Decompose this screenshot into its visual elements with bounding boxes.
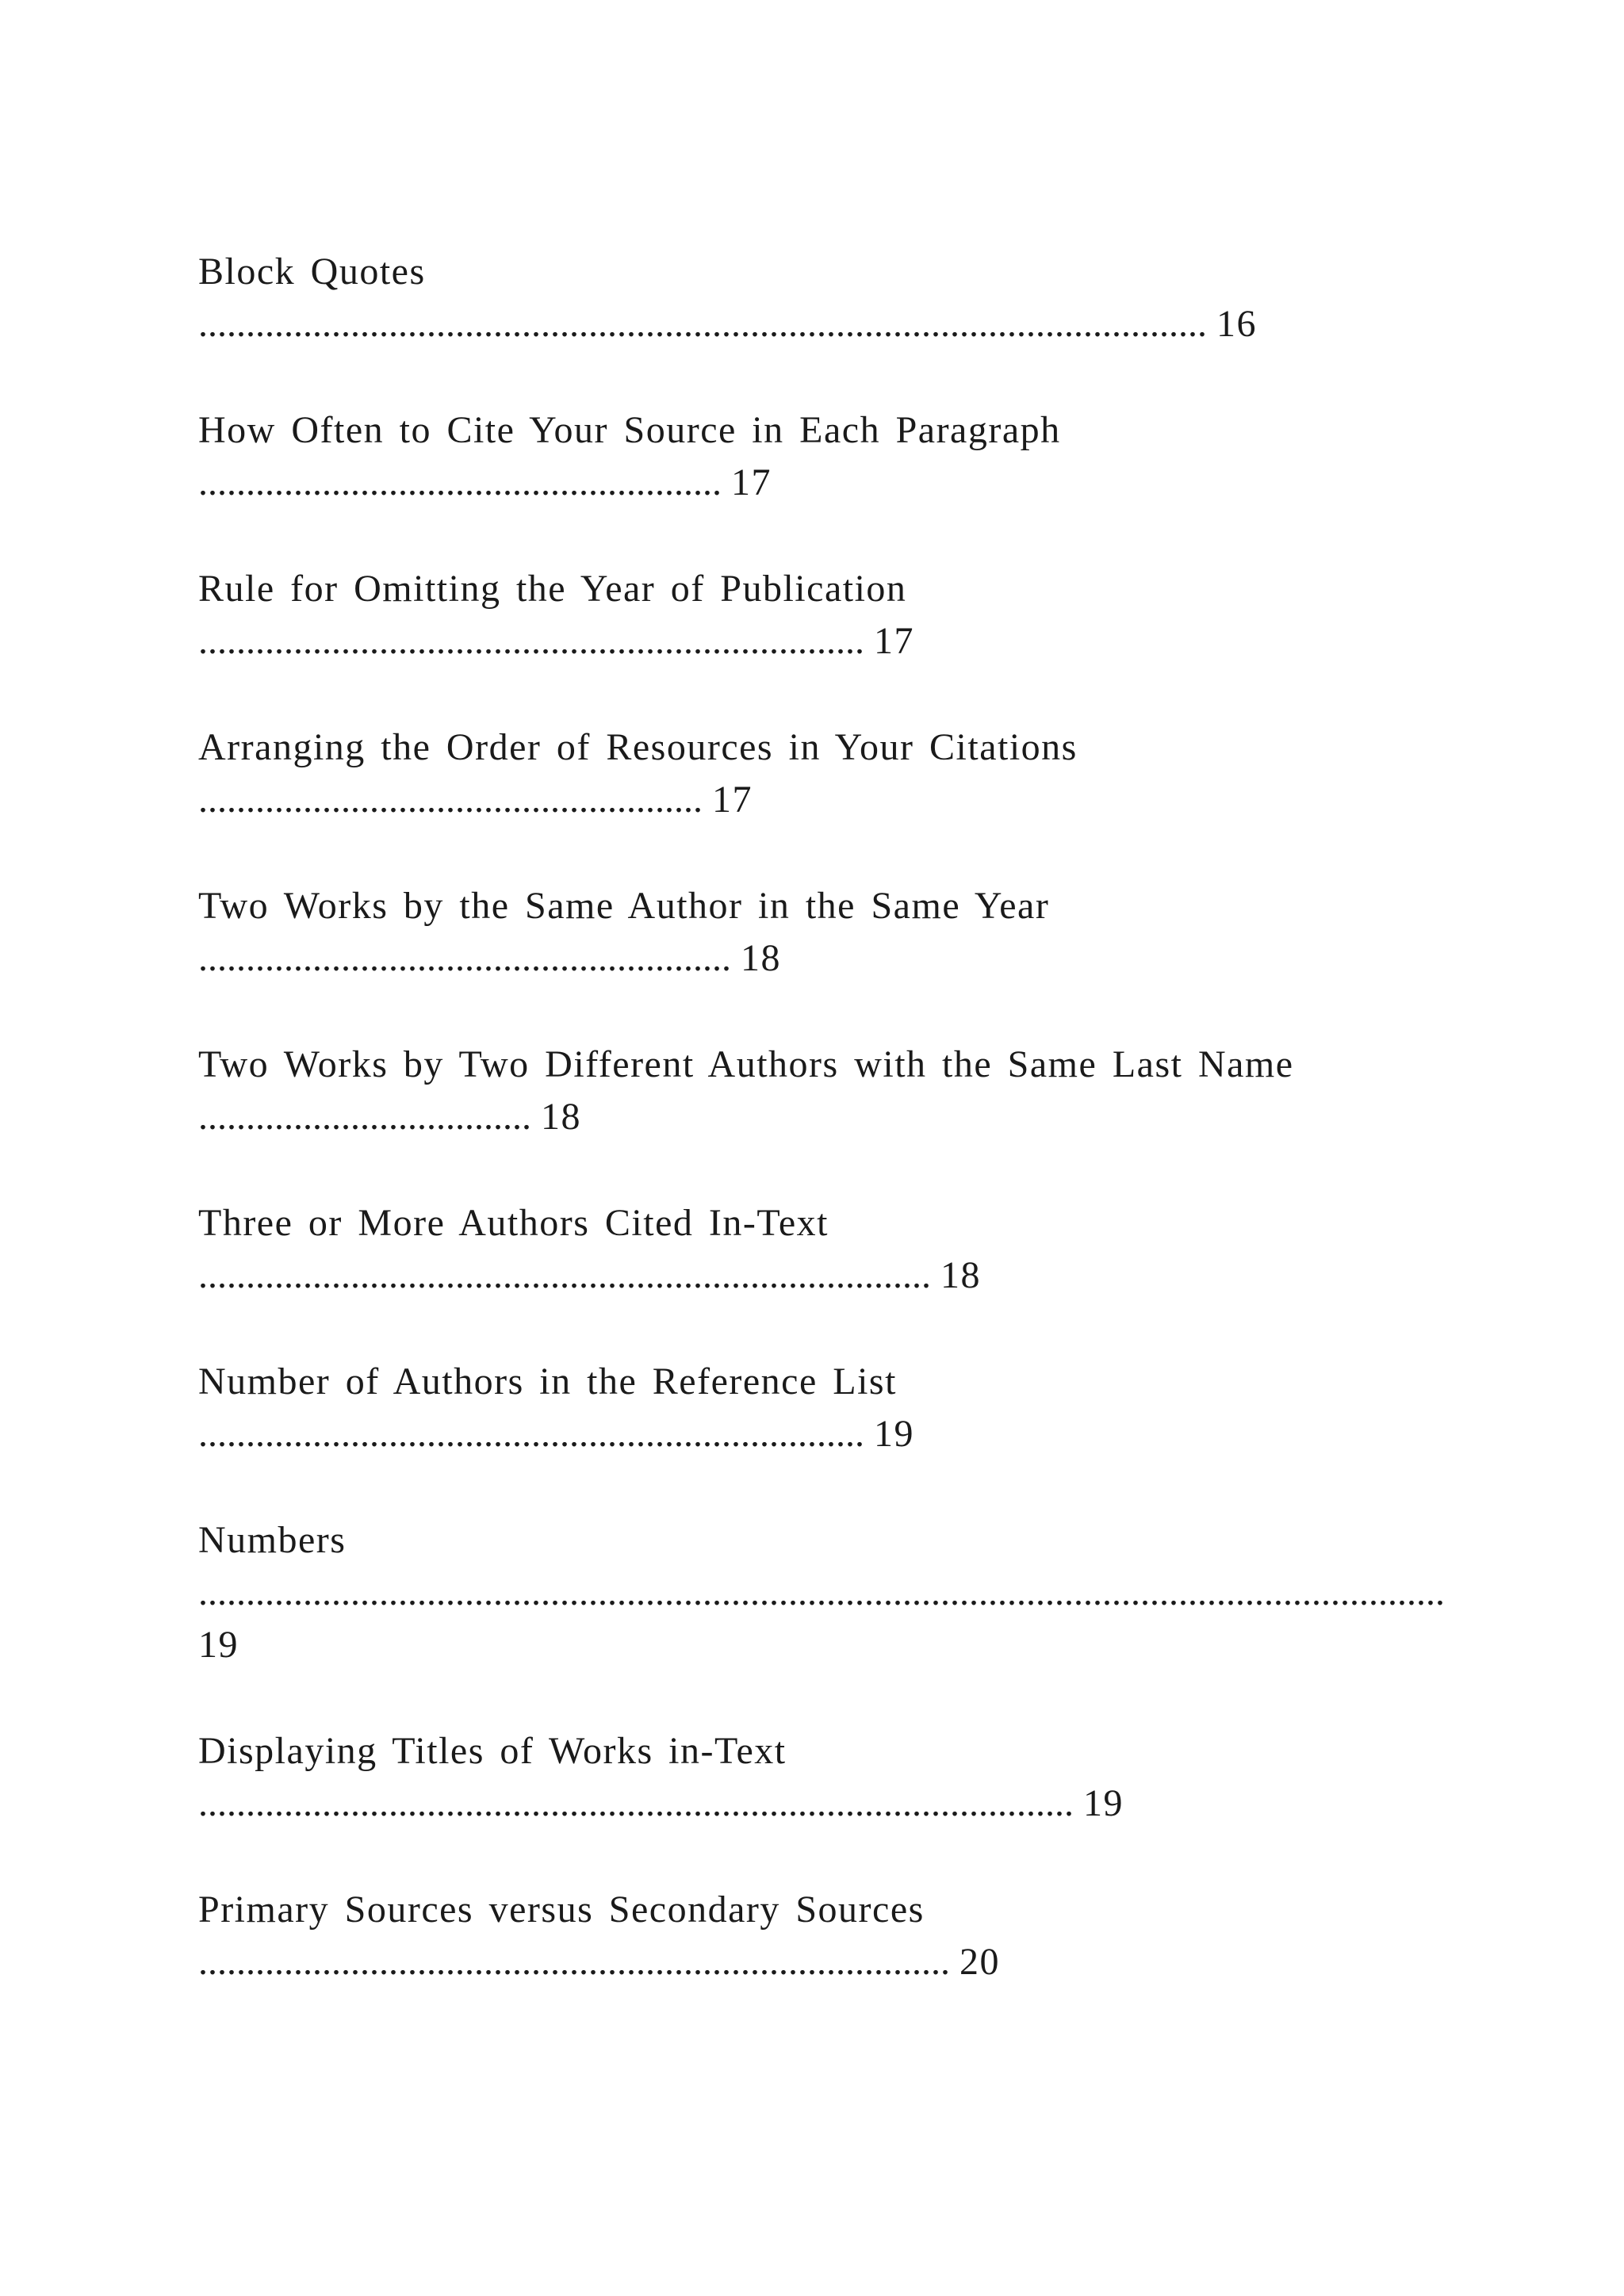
toc-entry-page-number: 18 <box>541 1096 581 1138</box>
leader-dots: .......................................................................................................... <box>198 303 1207 345</box>
toc-entry-title: Three or More Authors Cited In-Text <box>198 1202 829 1244</box>
toc-entry-page-number: 20 <box>959 1941 1000 1983</box>
toc-entry-arranging-order[interactable] <box>198 721 1435 826</box>
toc-entry-page-number: 19 <box>1083 1782 1124 1824</box>
toc-entry-page-number: 18 <box>940 1254 981 1296</box>
toc-entry-title: Numbers <box>198 1519 347 1561</box>
toc-entry-page-number: 16 <box>1216 303 1257 345</box>
toc-entry-three-or-more-authors[interactable] <box>198 1197 1435 1302</box>
toc-entry-leader <box>198 457 1435 509</box>
leader-dots: ............................................................................................ <box>198 1782 1074 1824</box>
toc-entry-page-number: 19 <box>874 1413 914 1455</box>
leader-dots: ............................................................................... <box>198 1941 950 1983</box>
toc-entry-title: Two Works by the Same Author in the Same Year <box>198 885 1050 927</box>
leader-dots: ............................................................................. <box>198 1254 931 1296</box>
toc-entry-cite-frequency[interactable] <box>198 404 1435 509</box>
toc-entry-primary-secondary-sources[interactable] <box>198 1884 1435 1988</box>
leader-dots: ...................................................................... <box>198 1413 864 1455</box>
toc-entry-page-number: 17 <box>731 461 772 503</box>
table-of-contents <box>198 246 1445 2042</box>
toc-entry-leader <box>198 615 1435 668</box>
leader-dots: ...................................................................... <box>198 620 864 662</box>
leader-dots: ................................... <box>198 1096 531 1138</box>
toc-entry-title: Primary Sources versus Secondary Sources <box>198 1888 925 1931</box>
leader-dots: ................................................................................................................................... <box>198 1571 1445 1613</box>
toc-entry-leader <box>198 1777 1435 1830</box>
toc-entry-title: Number of Authors in the Reference List <box>198 1360 897 1402</box>
toc-entry-leader <box>198 1936 1435 1988</box>
toc-entry-leader <box>198 1408 1435 1460</box>
toc-entry-title: Rule for Omitting the Year of Publication <box>198 568 907 610</box>
toc-entry-title: How Often to Cite Your Source in Each Paragraph <box>198 409 1061 451</box>
toc-entry-page-number: 19 <box>198 1624 239 1666</box>
toc-entry-omitting-year[interactable] <box>198 563 1435 668</box>
leader-dots: ....................................................... <box>198 461 722 503</box>
leader-dots: ........................................................ <box>198 937 731 979</box>
toc-entry-leader <box>198 774 1435 826</box>
toc-entry-title: Arranging the Order of Resources in Your Citations <box>198 726 1078 768</box>
toc-entry-leader <box>198 932 1435 985</box>
toc-entry-leader <box>198 1567 1445 1671</box>
toc-entry-number-of-authors[interactable] <box>198 1356 1435 1460</box>
toc-entry-same-author-same-year[interactable] <box>198 880 1435 985</box>
toc-entry-title: Two Works by Two Different Authors with the Same Last Name <box>198 1043 1294 1085</box>
toc-entry-leader <box>198 298 1435 350</box>
toc-entry-leader <box>198 1091 1435 1143</box>
toc-entry-title: Displaying Titles of Works in-Text <box>198 1730 787 1772</box>
toc-entry-numbers[interactable] <box>198 1514 1445 1671</box>
toc-entry-page-number: 17 <box>712 779 753 821</box>
toc-entry-page-number: 18 <box>741 937 781 979</box>
toc-entry-title: Block Quotes <box>198 251 426 293</box>
toc-entry-leader <box>198 1249 1435 1302</box>
toc-entry-same-last-name[interactable] <box>198 1039 1435 1143</box>
toc-entry-page-number: 17 <box>874 620 914 662</box>
toc-entry-displaying-titles[interactable] <box>198 1725 1435 1830</box>
leader-dots: ..................................................... <box>198 779 703 821</box>
toc-entry-block-quotes[interactable] <box>198 246 1435 350</box>
